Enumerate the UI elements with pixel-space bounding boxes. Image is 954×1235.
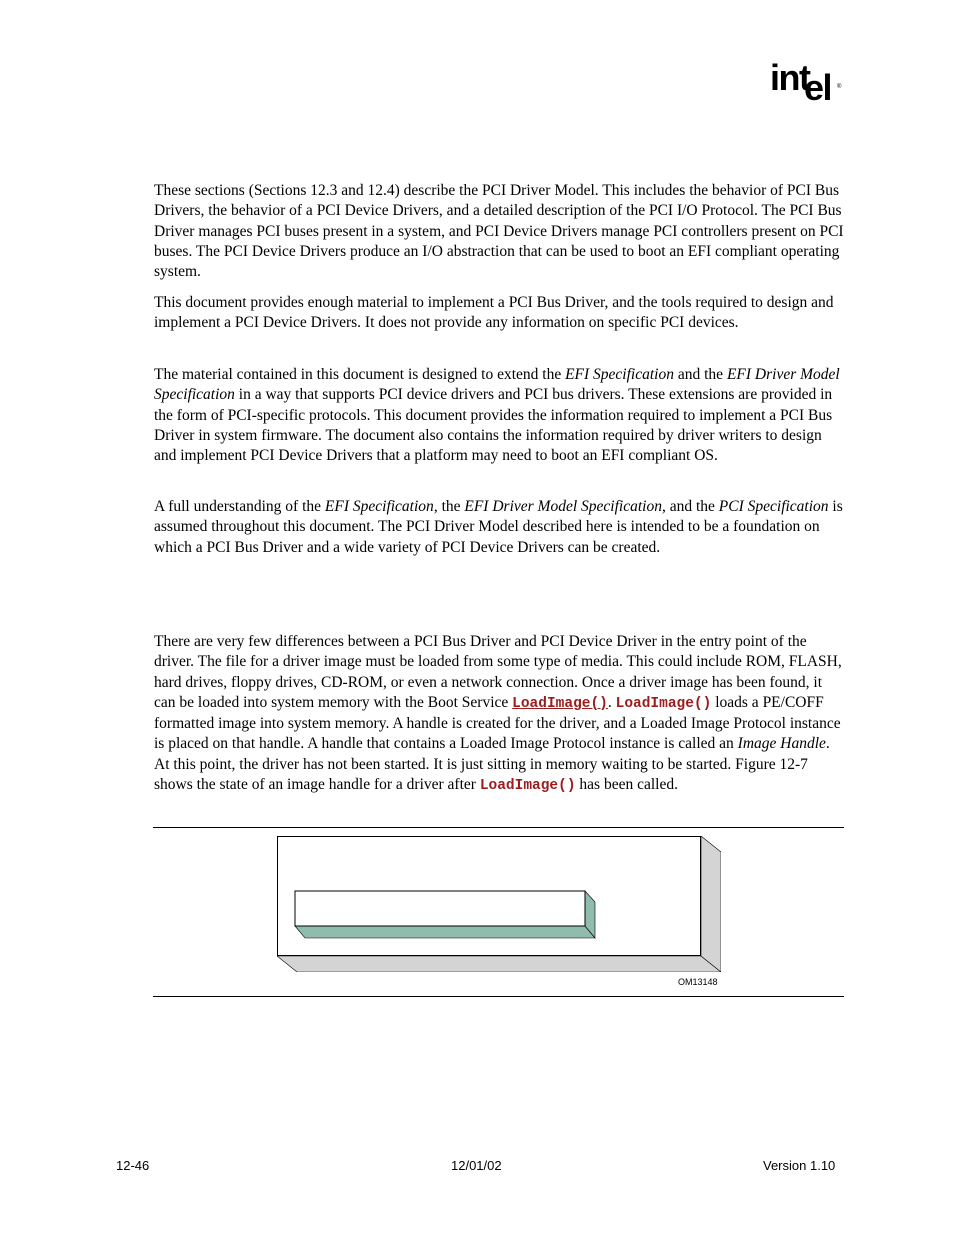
image-handle-figure bbox=[277, 836, 721, 972]
handle-bar bbox=[295, 891, 585, 926]
logo-text-el: el bbox=[804, 67, 832, 108]
loadimage-code: LoadImage() bbox=[479, 778, 576, 795]
footer-version: Version 1.10 bbox=[763, 1158, 836, 1173]
handle-bar-bottom bbox=[295, 926, 595, 938]
loadimage-link[interactable]: LoadImage() bbox=[512, 695, 608, 712]
figure-top-rule bbox=[153, 827, 844, 828]
footer-page-number: 12-46 bbox=[116, 1158, 150, 1173]
paragraph-2: This document provides enough material to implement a PCI Bus Driver, and the tools required to design and implement a PCI Device Drivers. It does not provide any information on specific PCI devices. bbox=[154, 294, 834, 332]
logo-registered-mark: ® bbox=[837, 84, 842, 90]
footer-date: 12/01/02 bbox=[451, 1158, 502, 1173]
intel-logo bbox=[770, 56, 850, 106]
image-handle-diagram bbox=[277, 836, 721, 972]
paragraph-1: These sections (Sections 12.3 and 12.4) describe the PCI Driver Model. This includes the behavior of PCI Bus Drivers, the behavior of a PCI Device Drivers, and a detailed description of the PCI I/O Protocol. The PCI Bus Driver manages PCI buses present in a system, and PCI Device Drivers manage PCI controllers present on PCI buses. The PCI Device Drivers produce an I/O abstraction that can be used to boot an EFI compliant operating system. bbox=[154, 182, 844, 281]
outer-box-shadow-bottom bbox=[277, 956, 721, 972]
paragraph-5: There are very few differences between a PCI Bus Driver and PCI Device Driver in the entry point of the driver. The file for a driver image must be loaded from some type of media. This could include ROM, FLASH, hard drives, floppy drives, CD-ROM, or even a network connection. Once a driver image has been found, it can be loaded into system memory with the Boot Service LoadImage(). LoadImage() loads a PE/COFF formatted image into system memory. A handle is created for the driver, and a Loaded Image Protocol instance is placed on that handle. A handle that contains a Loaded Image Protocol instance is called an Image Handle. At this point, the driver has not been started. It is just sitting in memory waiting to be started. Figure 12-7 shows the state of an image handle for a driver after LoadImage() has been called. bbox=[154, 633, 842, 795]
figure-code: OM13148 bbox=[678, 977, 718, 987]
paragraph-4: A full understanding of the EFI Specification, the EFI Driver Model Specification, and the PCI Specification is assumed throughout this document. The PCI Driver Model described here is intended to be a foundation on which a PCI Bus Driver and a wide variety of PCI Device Drivers can be created. bbox=[154, 498, 843, 556]
loadimage-code: LoadImage() bbox=[615, 695, 712, 712]
figure-bottom-rule bbox=[153, 996, 844, 997]
outer-box-shadow-right bbox=[701, 836, 721, 972]
paragraph-3: The material contained in this document is designed to extend the EFI Specification and the EFI Driver Model Specification in a way that supports PCI device drivers and PCI bus drivers. These extensions are provided in the form of PCI-specific protocols. This document provides the information required to implement a PCI Bus Driver in system firmware. The document also contains the information required by driver writers to design and implement PCI Device Drivers that a platform may need to boot an EFI compliant OS. bbox=[154, 366, 840, 465]
logo-text-int: int bbox=[770, 57, 810, 98]
